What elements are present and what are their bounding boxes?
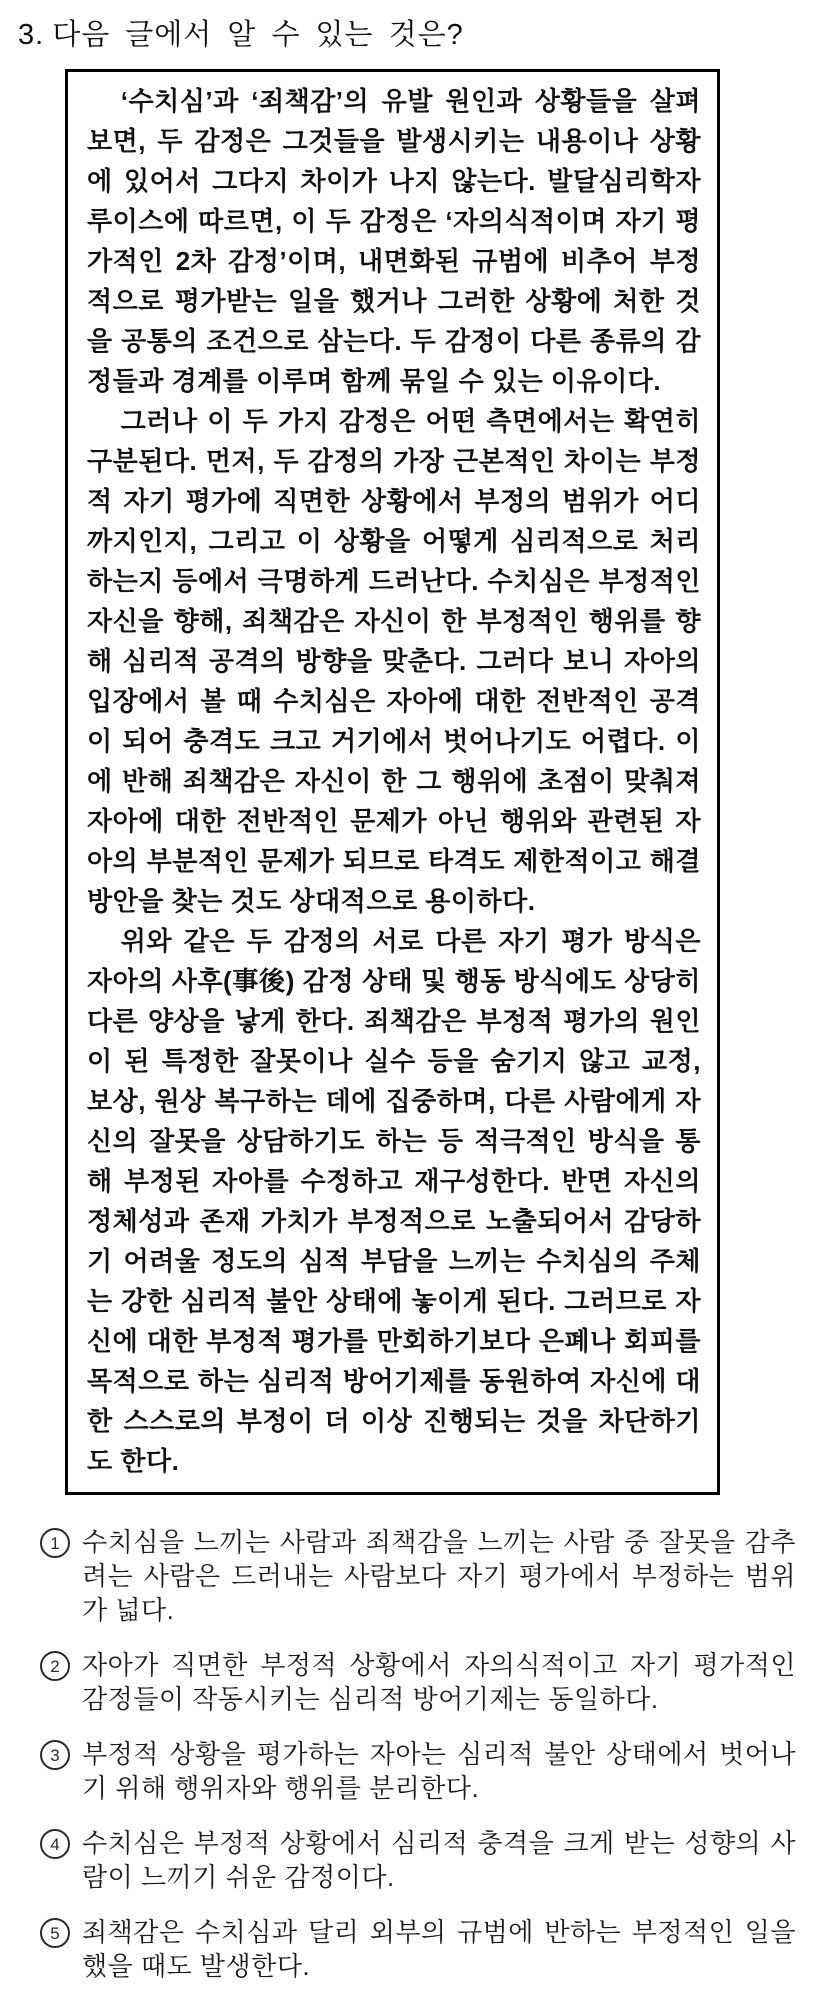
- choice-2[interactable]: [40, 1648, 796, 1716]
- choice-1[interactable]: [40, 1525, 796, 1627]
- choice-2-text: 자아가 직면한 부정적 상황에서 자의식적이고 자기 평가적인 감정들이 작동시키는 심리적 방어기제는 동일하다.: [82, 1650, 796, 1714]
- passage-paragraph-3: 위와 같은 두 감정의 서로 다른 자기 평가 방식은 자아의 사후(事後) 감정 상태 및 행동 방식에도 상당히 다른 양상을 낳게 한다. 죄책감은 부정적 평가의 원인이 된 특정한 잘못이나 실수 등을 숨기지 않고 교정, 보상, 원상 복구하는 데에 집중하며, 다른 사람에게 자신의 잘못을 상담하기도 하는 등 적극적인 방식을 통해 부정된 자아를 수정하고 재구성한다. 반면 자신의 정체성과 존재 가치가 부정적으로 노출되어서 감당하기 어려울 정도의 심적 부담을 느끼는 수치심의 주체는 강한 심리적 불안 상태에 놓이게 된다. 그러므로 자신에 대한 부정적 평가를 만회하기보다 은폐나 회피를 목적으로 하는 심리적 방어기제를 동원하여 자신에 대한 스스로의 부정이 더 이상 진행되는 것을 차단하기도 한다.: [87, 926, 701, 1476]
- choice-3[interactable]: [40, 1737, 796, 1805]
- question-header: [18, 12, 826, 53]
- choice-1-text: 수치심을 느끼는 사람과 죄책감을 느끼는 사람 중 잘못을 감추려는 사람은 드러내는 사람보다 자기 평가에서 부정하는 범위가 넓다.: [82, 1527, 796, 1625]
- passage-box: [65, 69, 720, 1495]
- choice-4-text: 수치심은 부정적 상황에서 심리적 충격을 크게 받는 성향의 사람이 느끼기 쉬운 감정이다.: [82, 1828, 796, 1892]
- question-text: 다음 글에서 알 수 있는 것은?: [52, 19, 464, 51]
- choice-2-number: 2: [40, 1651, 70, 1681]
- choice-5-number: 5: [40, 1918, 70, 1948]
- choice-5[interactable]: [40, 1915, 796, 1983]
- passage-paragraph-2: 그러나 이 두 가지 감정은 어떤 측면에서는 확연히 구분된다. 먼저, 두 감정의 가장 근본적인 차이는 부정적 자기 평가에 직면한 상황에서 부정의 범위가 어디까지인지, 그리고 이 상황을 어떻게 심리적으로 처리하는지 등에서 극명하게 드러난다. 수치심은 부정적인 자신을 향해, 죄책감은 자신이 한 부정적인 행위를 향해 심리적 공격의 방향을 맞춘다. 그러다 보니 자아의 입장에서 볼 때 수치심은 자아에 대한 전반적인 공격이 되어 충격도 크고 거기에서 벗어나기도 어렵다. 이에 반해 죄책감은 자신이 한 그 행위에 초점이 맞춰져 자아에 대한 전반적인 문제가 아닌 행위와 관련된 자아의 부분적인 문제가 되므로 타격도 제한적이고 해결 방안을 찾는 것도 상대적으로 용이하다.: [87, 406, 701, 916]
- question-number: 3.: [18, 19, 45, 51]
- choice-4[interactable]: [40, 1826, 796, 1894]
- choice-list: [40, 1525, 796, 1983]
- passage-paragraph-1: ‘수치심’과 ‘죄책감’의 유발 원인과 상황들을 살펴보면, 두 감정은 그것들을 발생시키는 내용이나 상황에 있어서 그다지 차이가 나지 않는다. 발달심리학자 루이스에 따르면, 이 두 감정은 ‘자의식적이며 자기 평가적인 2차 감정’이며, 내면화된 규범에 비추어 부정적으로 평가받는 일을 했거나 그러한 상황에 처한 것을 공통의 조건으로 삼는다. 두 감정이 다른 종류의 감정들과 경계를 이루며 함께 묶일 수 있는 이유이다.: [87, 86, 701, 396]
- choice-1-number: 1: [40, 1528, 70, 1558]
- choice-5-text: 죄책감은 수치심과 달리 외부의 규범에 반하는 부정적인 일을 했을 때도 발생한다.: [82, 1917, 796, 1981]
- choice-3-text: 부정적 상황을 평가하는 자아는 심리적 불안 상태에서 벗어나기 위해 행위자와 행위를 분리한다.: [82, 1739, 796, 1803]
- choice-3-number: 3: [40, 1740, 70, 1770]
- choice-4-number: 4: [40, 1829, 70, 1859]
